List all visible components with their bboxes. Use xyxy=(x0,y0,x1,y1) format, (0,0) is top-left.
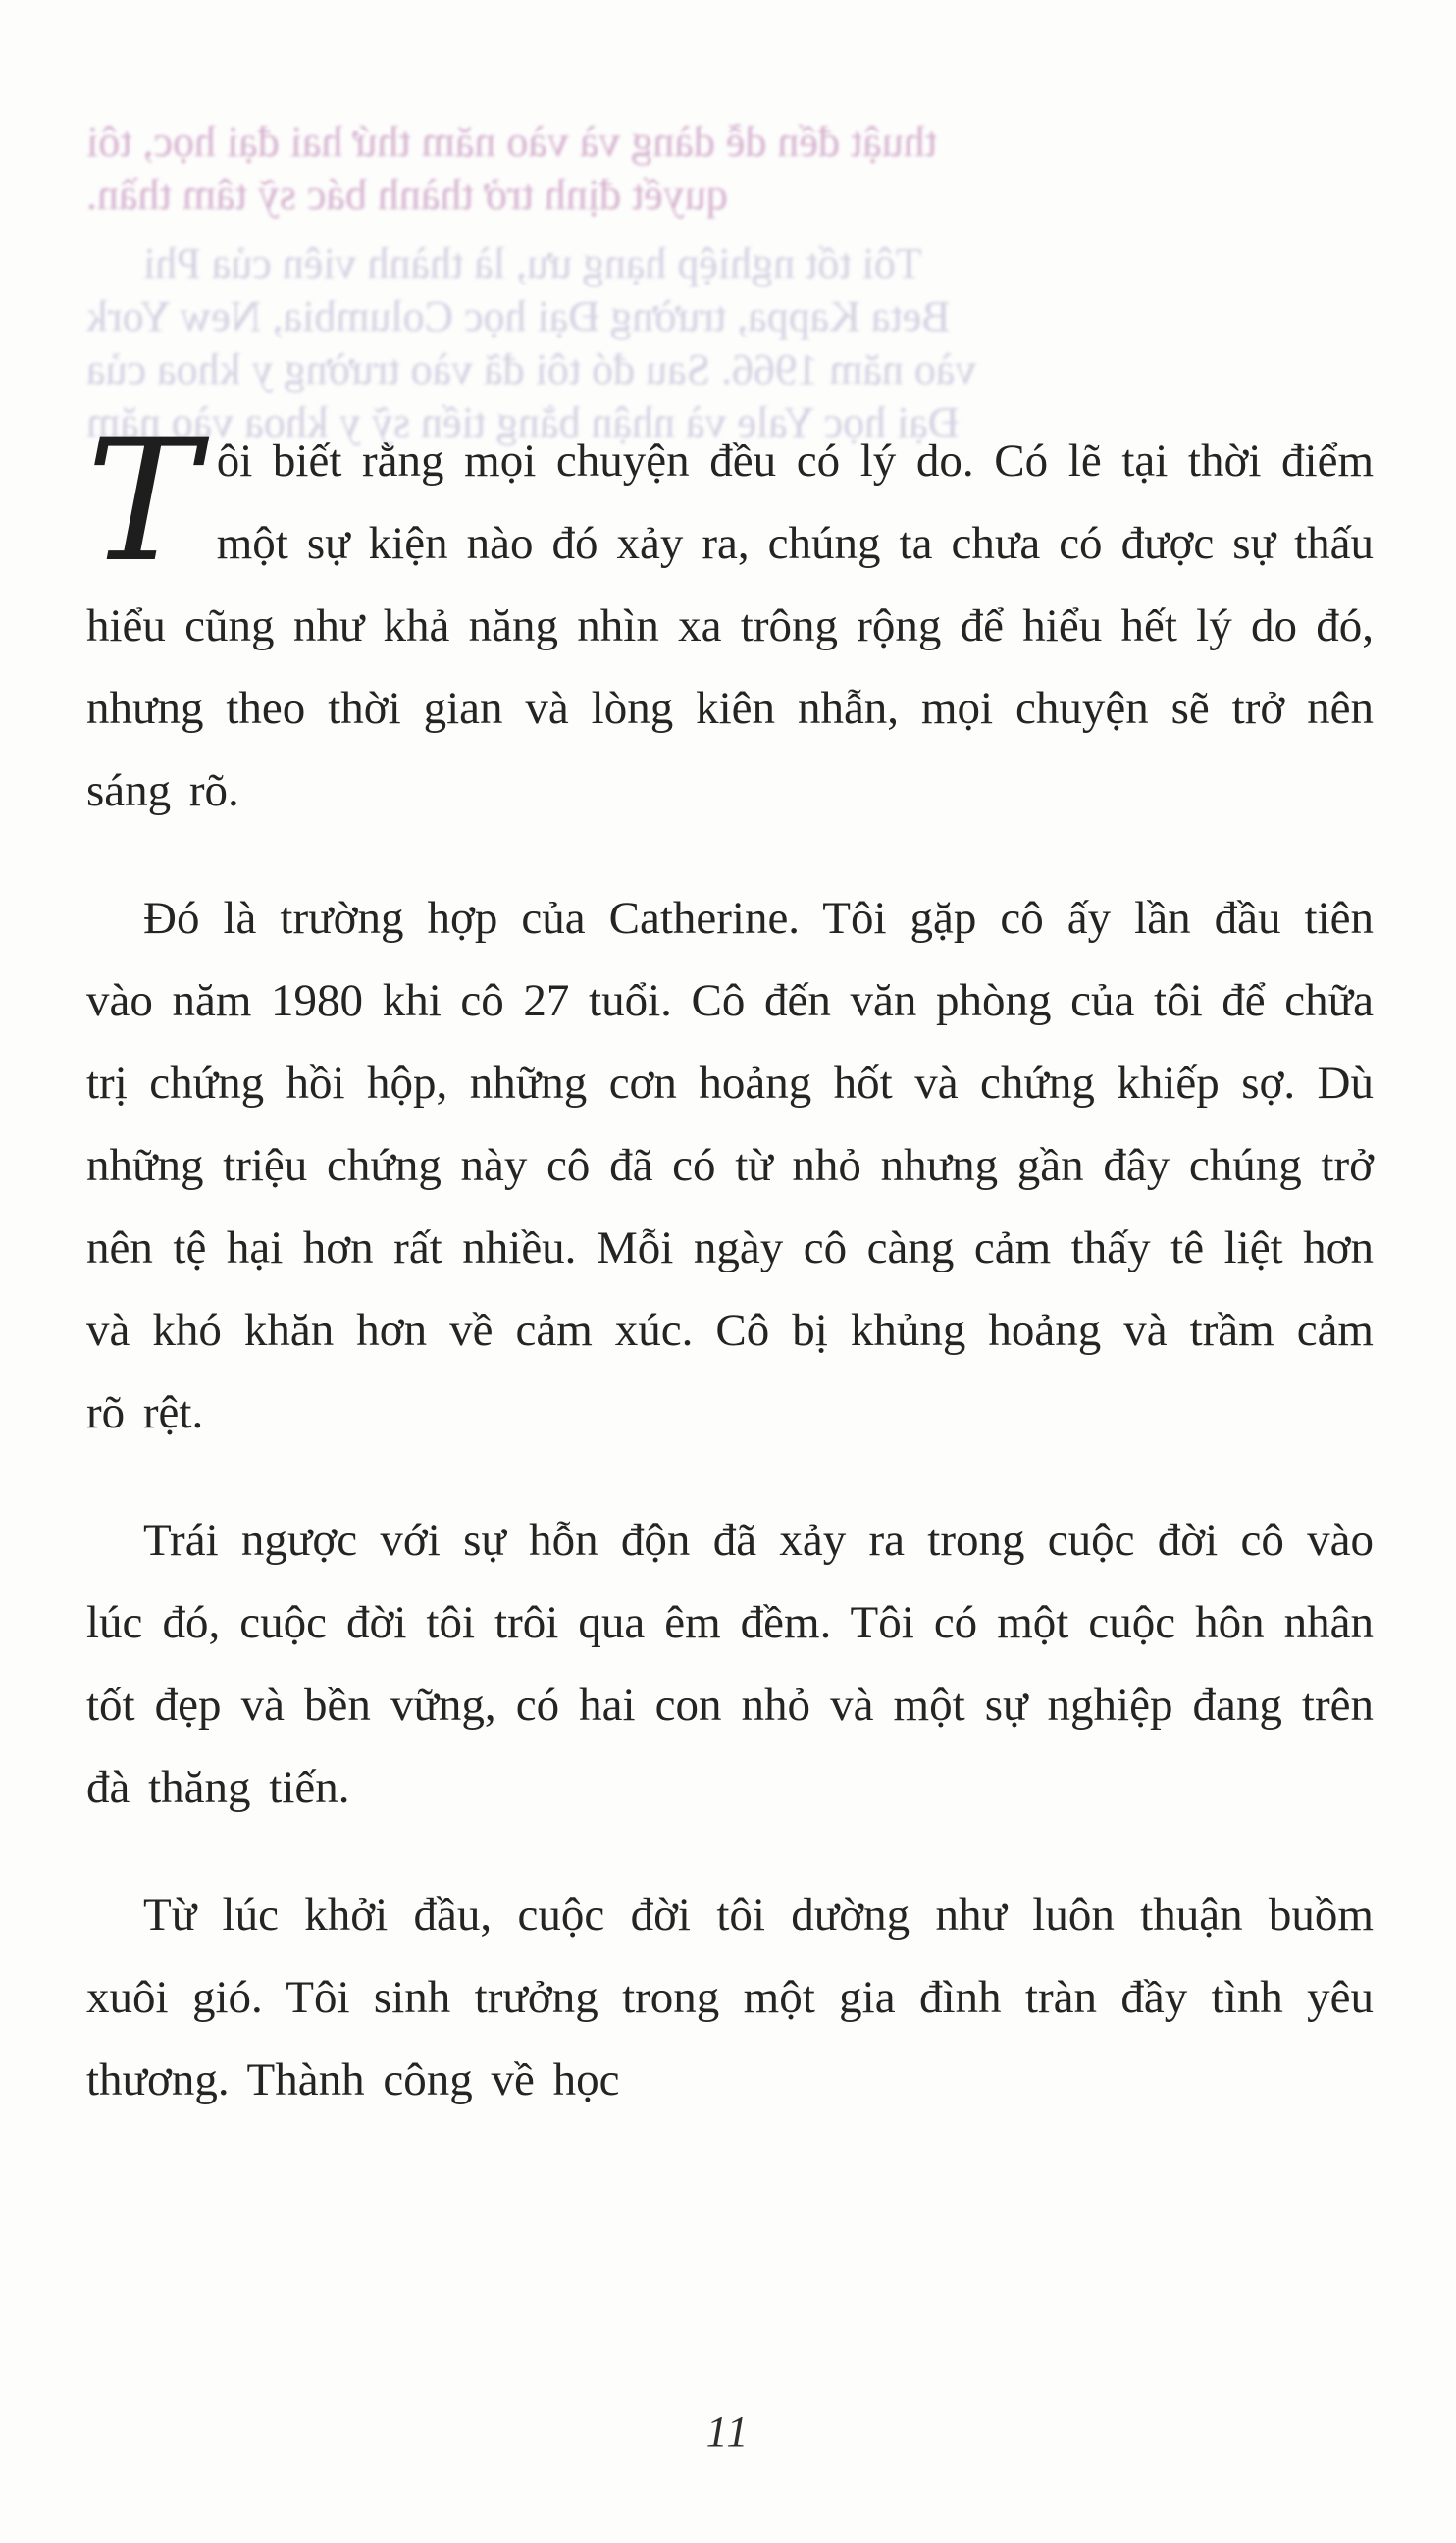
bleedthrough-line: quyết định trở thành bác sỹ tâm thần. xyxy=(86,171,728,219)
page-text xyxy=(86,0,1374,2166)
paragraph: Trái ngược với sự hỗn độn đã xảy ra trong cuộc đời cô vào lúc đó, cuộc đời tôi trôi qua êm đềm. Tôi có một cuộc hôn nhân tốt đẹp và bền vững, có hai con nhỏ và một sự nghiệp đang trên đà thăng tiến. xyxy=(86,1515,1374,1813)
bleedthrough-line: Beta Kappa, trường Đại học Columbia, New York xyxy=(86,292,951,340)
paragraph: Từ lúc khởi đầu, cuộc đời tôi dường như luôn thuận buồm xuôi gió. Tôi sinh trưởng trong một gia đình tràn đầy tình yêu thương. Thành công về học xyxy=(86,1890,1374,2105)
bleedthrough-line: thuật đến dễ dàng và vào năm thứ hai đại học, tôi xyxy=(86,118,937,166)
bleedthrough-line: vào năm 1966. Sau đó tôi đã vào trường y khoa của xyxy=(86,345,977,393)
opening-paragraph xyxy=(86,402,1374,832)
bleedthrough-line: Đại học Yale và nhận bằng tiến sỹ y khoa vào năm xyxy=(86,398,960,446)
page-number: 11 xyxy=(705,2408,751,2456)
paragraph: Đó là trường hợp của Catherine. Tôi gặp cô ấy lần đầu tiên vào năm 1980 khi cô 27 tuổi. Cô đến văn phòng của tôi để chữa trị chứng hồi hộp, những cơn hoảng hốt và chứng khiếp sợ. Dù những triệu chứng này cô đã có từ nhỏ nhưng gần đây chúng trở nên tệ hại hơn rất nhiều. Mỗi ngày cô càng cảm thấy tê liệt hơn và khó khăn hơn về cảm xúc. Cô bị khủng hoảng và trầm cảm rõ rệt. xyxy=(86,893,1374,1438)
bleedthrough-line: Tôi tốt nghiệp hạng ưu, là thành viên của Phi xyxy=(143,239,922,287)
drop-cap-letter: T xyxy=(86,402,199,599)
opening-paragraph-text: ôi biết rằng mọi chuyện đều có lý do. Có lẽ tại thời điểm một sự kiện nào đó xảy ra, chúng ta chưa có được sự thấu hiểu cũng như khả năng nhìn xa trông rộng để hiểu hết lý do đó, nhưng theo thời gian và lòng kiên nhẫn, mọi chuyện sẽ trở nên sáng rõ. xyxy=(86,436,1374,816)
